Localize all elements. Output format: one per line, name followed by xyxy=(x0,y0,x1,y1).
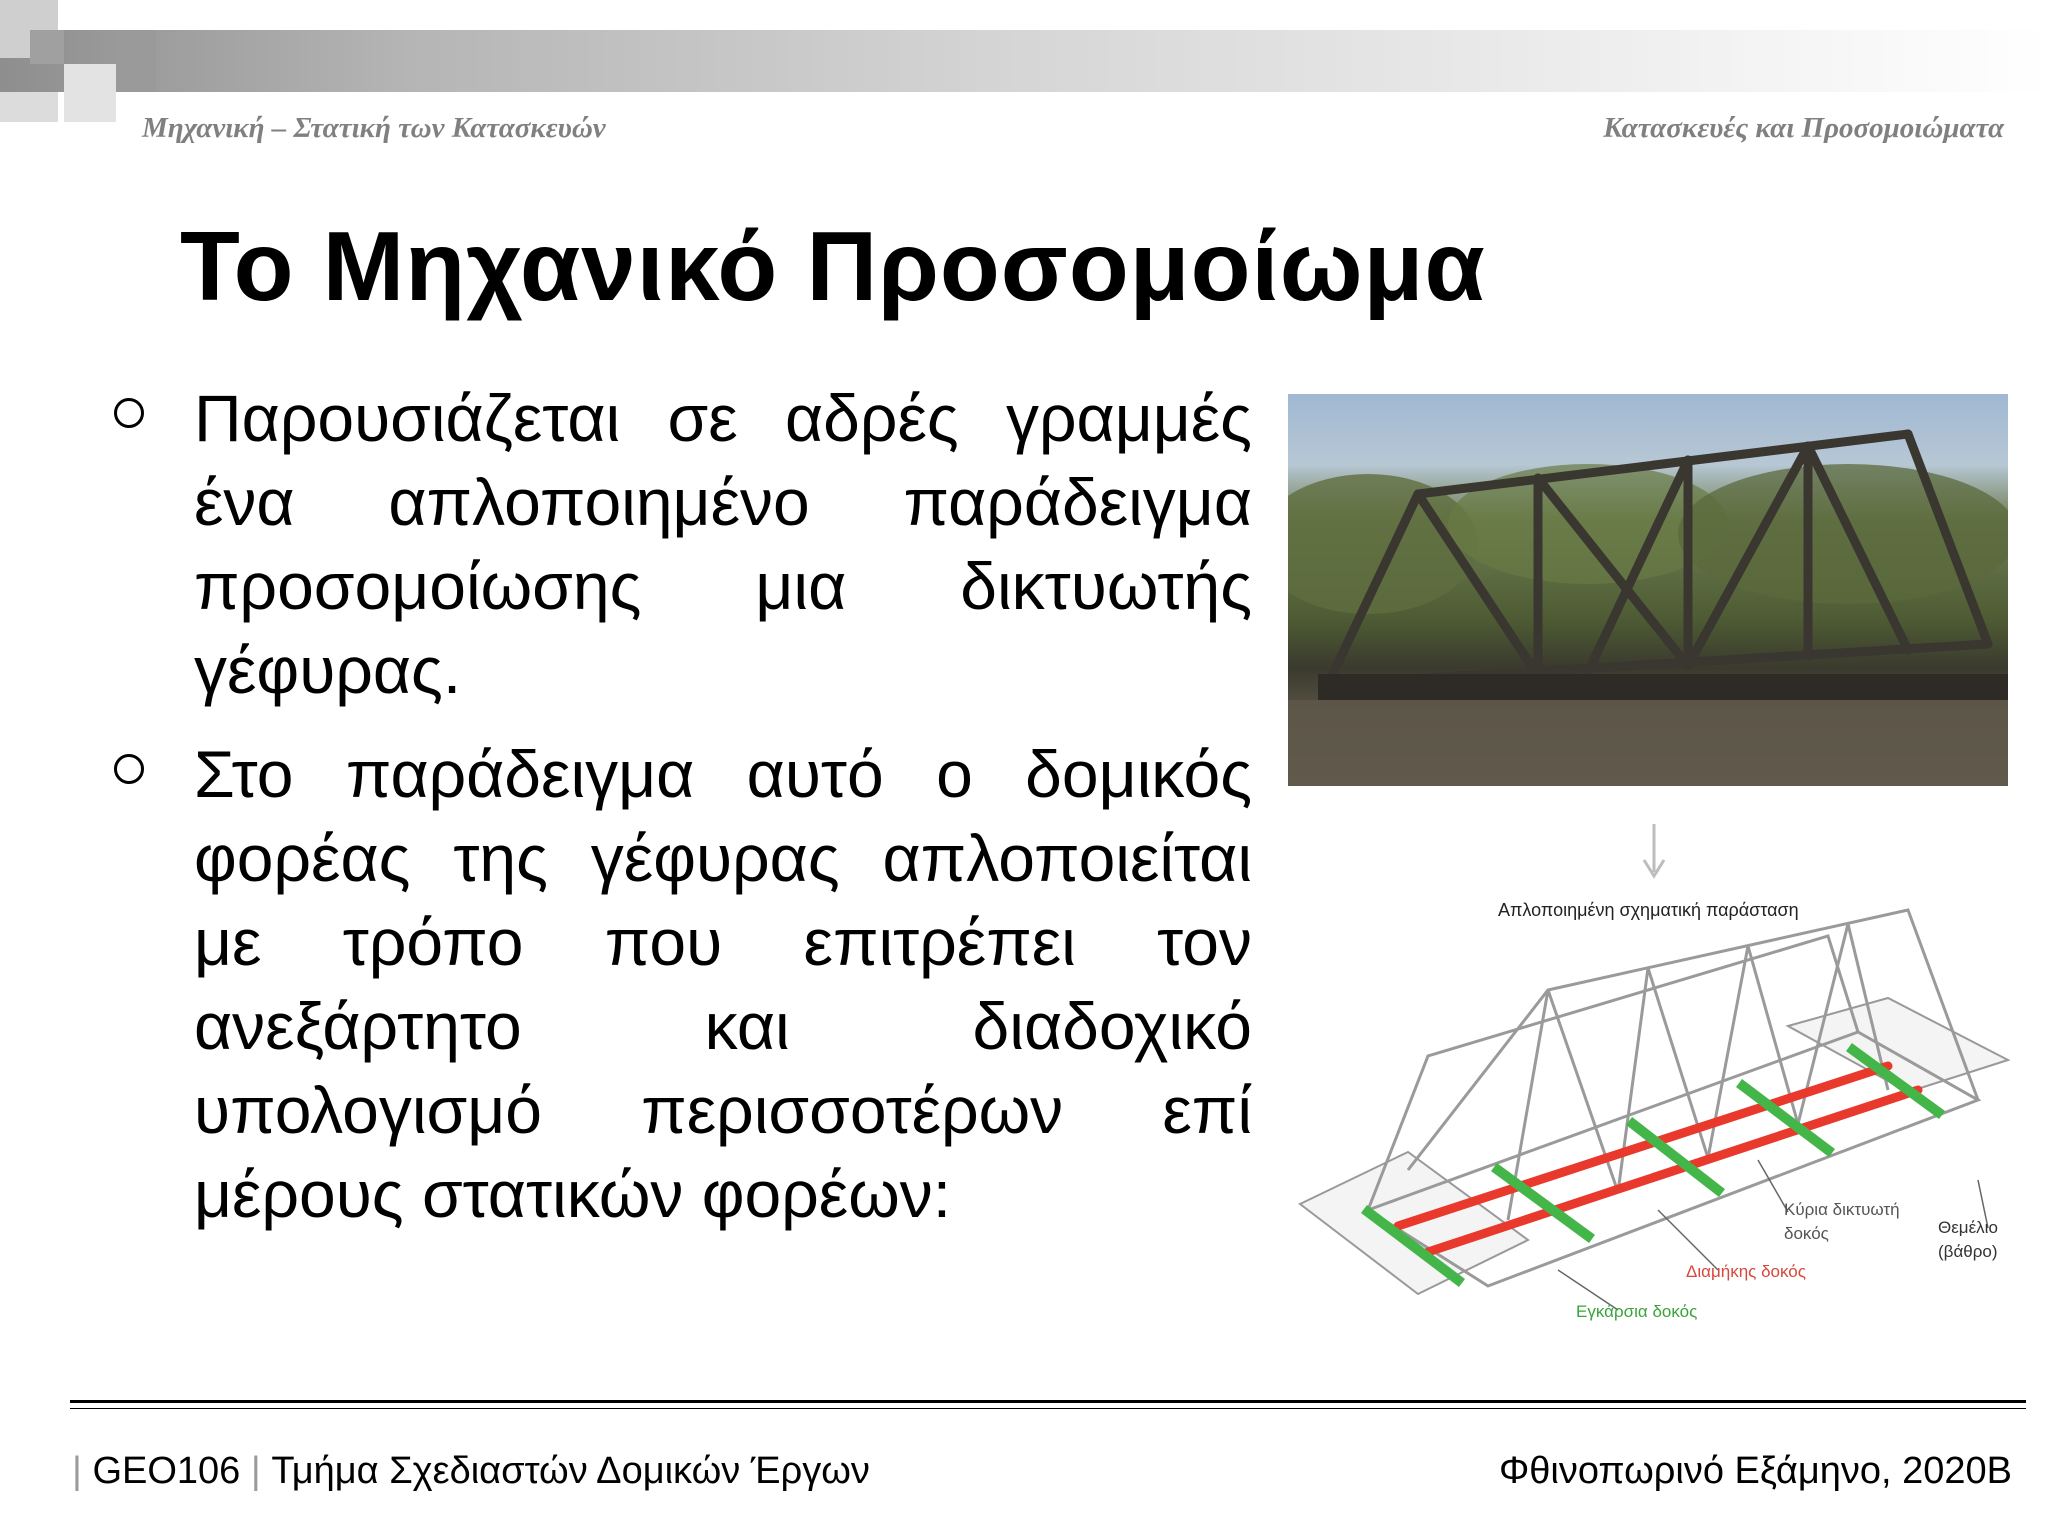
label-transverse-beam: Εγκάρσια δοκός xyxy=(1576,1302,1698,1321)
label-main-truss: Κύρια δικτυωτή δοκός xyxy=(1784,1200,1900,1243)
down-arrow-icon xyxy=(1644,824,1664,876)
footer-divider xyxy=(70,1408,2026,1409)
bullet-text: Στο παράδειγμα αυτό ο δομικός φορέας της γέφυρας απλοποιείται με τρόπο που επιτρέπει τον ανεξάρτητο και διαδοχικό υπολογισμό περισσοτέρων επί μέρους στατικών φορέων: xyxy=(194,737,1252,1231)
footer-course-code: GEO106 xyxy=(92,1450,241,1492)
header-course-title: Μηχανική – Στατική των Κατασκευών xyxy=(142,112,606,144)
decor-square xyxy=(0,92,58,122)
slide-title: Το Μηχανικό Προσομοίωμα xyxy=(180,211,1486,321)
footer-separator: | xyxy=(250,1450,261,1492)
header-section-title: Κατασκευές και Προσομοιώματα xyxy=(1603,112,2004,144)
decor-square xyxy=(116,30,156,92)
decor-square xyxy=(30,30,64,64)
bullet-text: Παρουσιάζεται σε αδρές γραμμές ένα απλοποιημένο παράδειγμα προσομοίωσης μια δικτυωτής γέφυρας. xyxy=(194,381,1252,707)
footer-separator: | xyxy=(72,1450,82,1492)
decor-square xyxy=(58,0,116,30)
bullet-circle-icon xyxy=(114,754,144,784)
header-gradient-bar xyxy=(0,30,2048,92)
label-longitudinal-beam: Διαμήκης δοκός xyxy=(1686,1262,1806,1281)
bridge-photo xyxy=(1288,394,2008,786)
footer-divider xyxy=(70,1400,2026,1403)
bridge-schematic-diagram xyxy=(1288,800,2018,1370)
diagram-caption: Απλοποιημένη σχηματική παράσταση xyxy=(1498,900,1799,920)
label-foundation: Θεμέλιο (βάθρο) xyxy=(1938,1218,1998,1261)
bullet-item xyxy=(112,376,1252,712)
footer-course-info xyxy=(72,1450,870,1493)
footer-semester: Φθινοπωρινό Εξάμηνο, 2020Β xyxy=(1498,1450,2012,1492)
footer-department: Τμήμα Σχεδιαστών Δομικών Έργων xyxy=(271,1450,870,1492)
decor-square xyxy=(64,64,116,122)
bullet-list xyxy=(112,376,1252,1256)
bullet-item xyxy=(112,732,1252,1236)
bullet-circle-icon xyxy=(114,398,144,428)
